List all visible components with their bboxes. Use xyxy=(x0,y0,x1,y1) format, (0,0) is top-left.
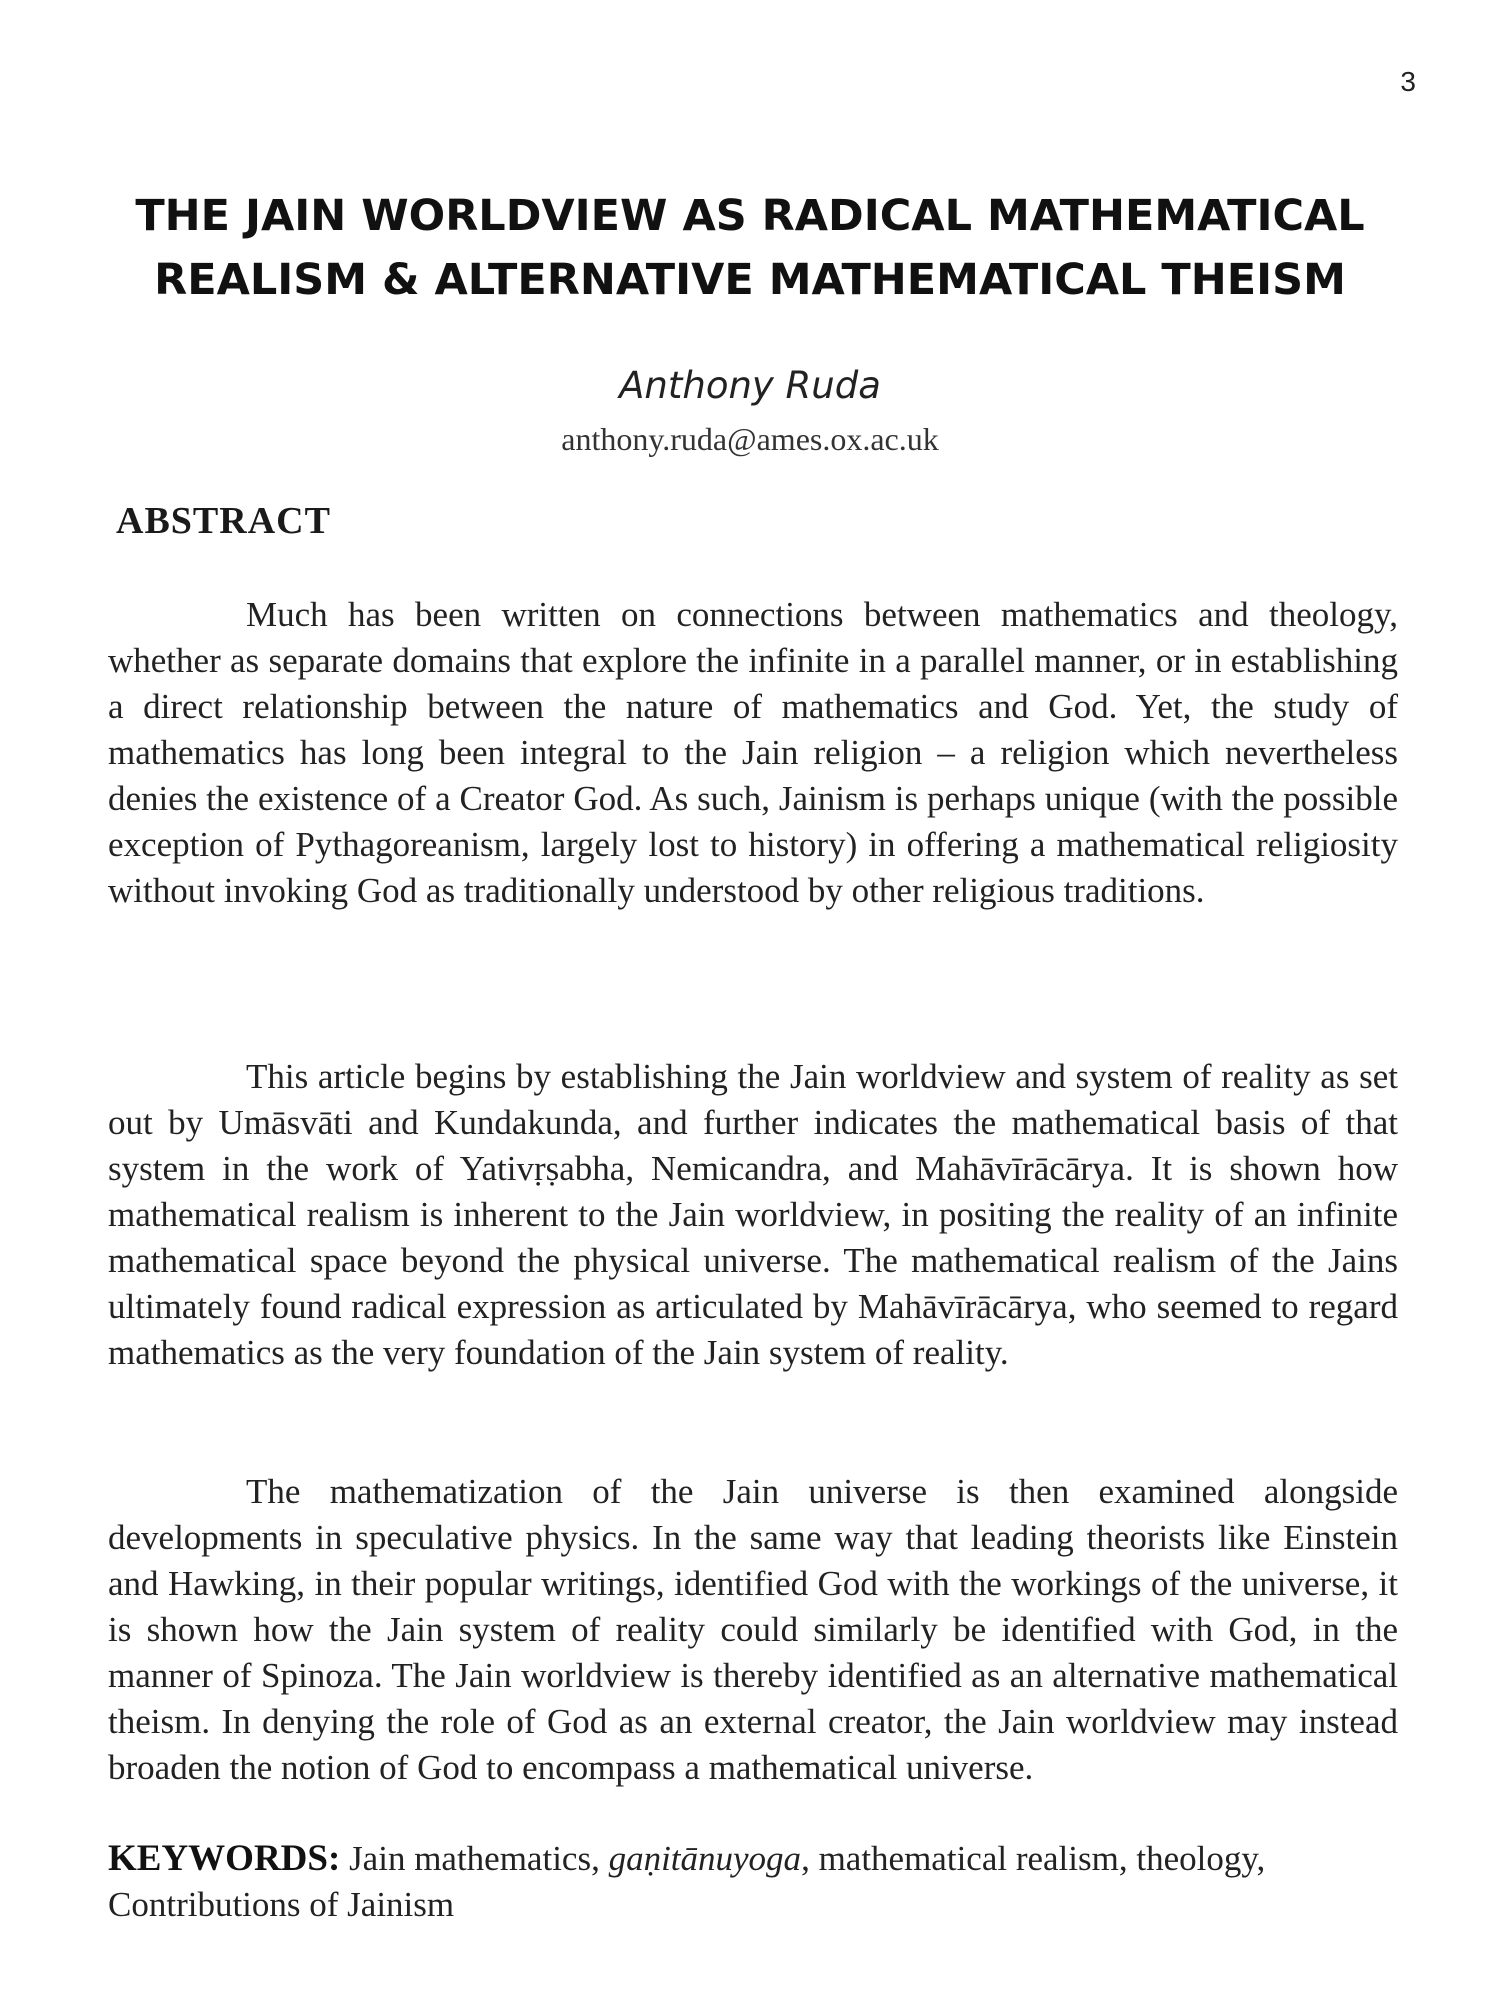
author-email: anthony.ruda@ames.ox.ac.uk xyxy=(561,421,939,457)
abstract-heading: ABSTRACT xyxy=(116,500,331,542)
keywords xyxy=(108,1836,1398,1928)
paper-title-line-1: THE JAIN WORLDVIEW AS RADICAL MATHEMATICAL xyxy=(135,191,1365,241)
keywords-text-2: , mathematical realism, theology, Contributions of Jainism xyxy=(108,1839,1266,1924)
keywords-italic-term: gaṇitānuyoga xyxy=(608,1839,802,1878)
paper-title-line-2: REALISM & ALTERNATIVE MATHEMATICAL THEISM xyxy=(154,255,1346,305)
keywords-label: KEYWORDS: xyxy=(108,1838,341,1879)
abstract-paragraph-2: This article begins by establishing the Jain worldview and system of reality as set out by Umāsvāti and Kundakunda, and further indicates the mathematical basis of that system in the work of Yativṛṣabha, Nemicandra, and Mahāvīrācārya. It is shown how mathematical realism is inherent to the Jain worldview, in positing the reality of an infinite mathematical space beyond the physical universe. The mathematical realism of the Jains ultimately found radical expression as articulated by Mahāvīrācārya, who seemed to regard mathematics as the very foundation of the Jain system of reality. xyxy=(108,1057,1398,1372)
paper-title xyxy=(100,184,1400,312)
abstract-paragraph-3: The mathematization of the Jain universe is then examined alongside developments in speculative physics. In the same way that leading theorists like Einstein and Hawking, in their popular writings, identified God with the workings of the universe, it is shown how the Jain system of reality could similarly be identified with God, in the manner of Spinoza. The Jain worldview is thereby identified as an alternative mathematical theism. In denying the role of God as an external creator, the Jain worldview may instead broaden the notion of God to encompass a mathematical universe. xyxy=(108,1472,1398,1787)
page-number: 3 xyxy=(1400,66,1416,97)
keywords-text-1: Jain mathematics, xyxy=(340,1839,609,1878)
author-name: Anthony Ruda xyxy=(619,364,881,407)
abstract-paragraph-1: Much has been written on connections between mathematics and theology, whether as separate domains that explore the infinite in a parallel manner, or in establishing a direct relationship between the nature of mathematics and God. Yet, the study of mathematics has long been integral to the Jain religion – a religion which nevertheless denies the existence of a Creator God. As such, Jainism is perhaps unique (with the possible exception of Pythagoreanism, largely lost to history) in offering a mathematical religiosity without invoking God as traditionally understood by other religious traditions. xyxy=(108,595,1398,910)
